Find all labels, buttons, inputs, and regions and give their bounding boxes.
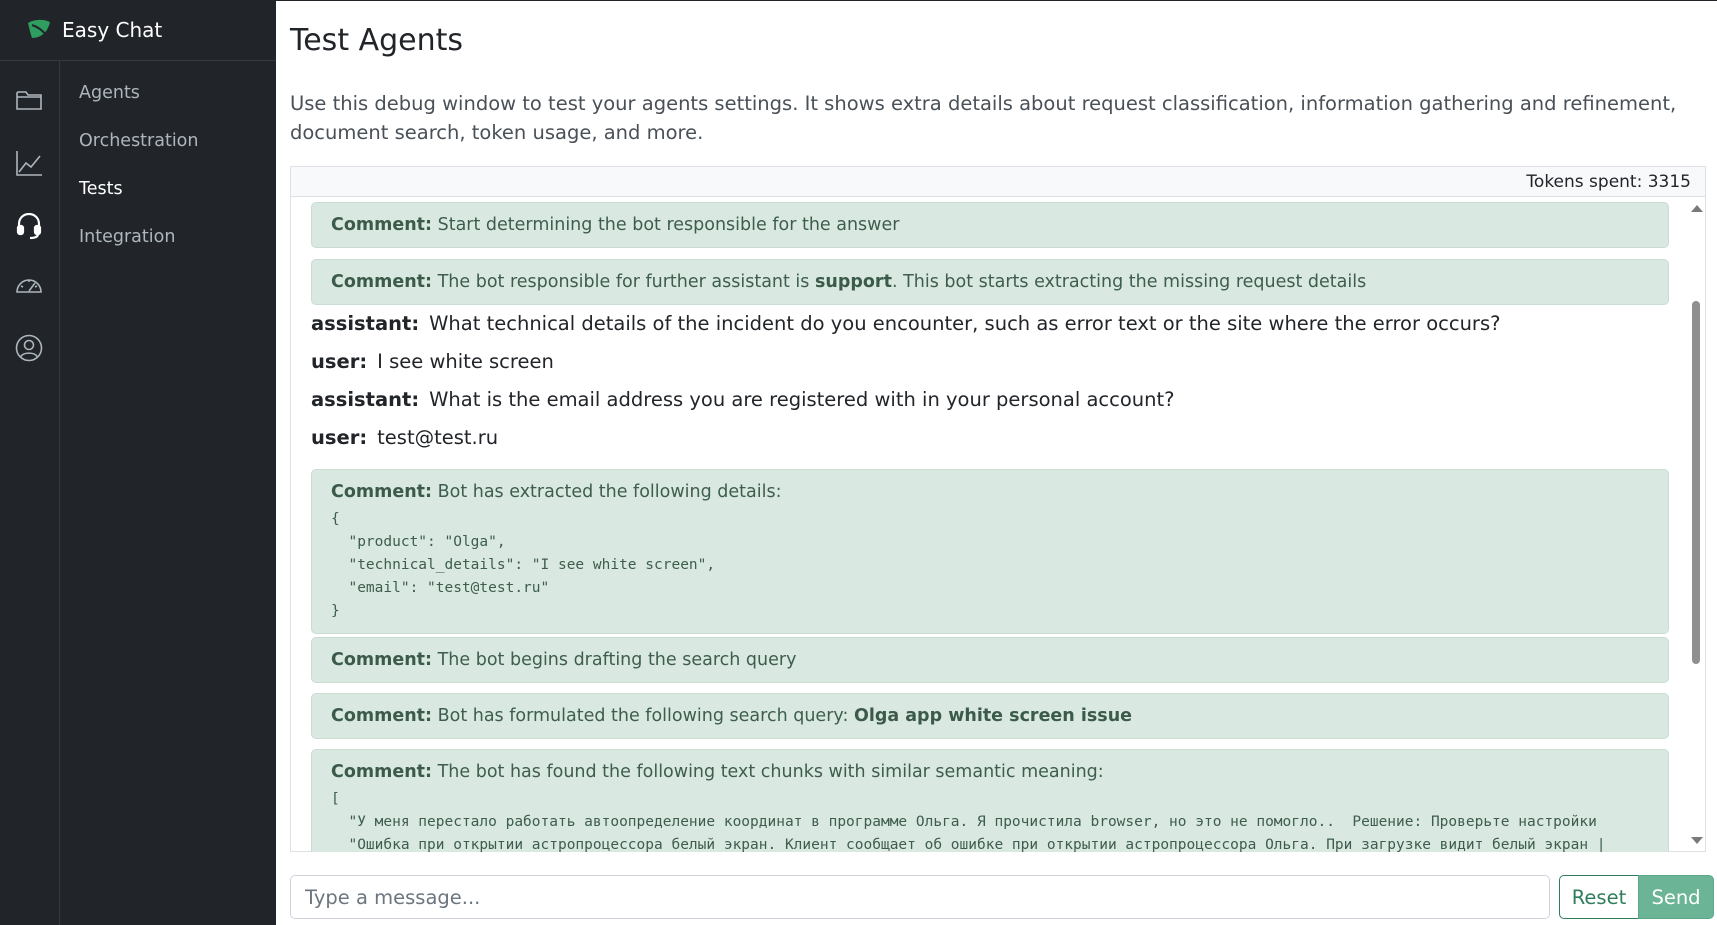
chat-message — [311, 388, 1175, 411]
message-input[interactable] — [290, 875, 1550, 919]
comment-label: Comment: — [331, 482, 433, 502]
scroll-down-arrow-icon[interactable] — [1691, 837, 1703, 844]
comment-bold-bot: support — [814, 272, 892, 292]
message-text: What is the email address you are registered with in your personal account? — [429, 388, 1175, 411]
message-text: I see white screen — [377, 350, 554, 373]
tokens-bar — [291, 167, 1705, 197]
sidebar-item-agents[interactable]: Agents — [79, 83, 140, 103]
chat-message — [311, 312, 1500, 335]
comment-text: The bot responsible for further assistant is — [437, 272, 815, 292]
search-query: Olga app white screen issue — [853, 706, 1133, 726]
message-scrollbar[interactable] — [1687, 197, 1705, 852]
comment-text: The bot has found the following text chunks with similar semantic meaning: — [437, 762, 1104, 782]
comment-text: . This bot starts extracting the missing request details — [891, 272, 1367, 292]
comment-label: Comment: — [331, 215, 433, 235]
main-content — [276, 0, 1717, 925]
scroll-thumb[interactable] — [1692, 301, 1700, 664]
folder-icon[interactable] — [12, 83, 46, 117]
comment-text: Start determining the bot responsible for the answer — [437, 215, 900, 235]
comment-label: Comment: — [331, 650, 433, 670]
comment-label: Comment: — [331, 272, 433, 292]
send-button[interactable]: Send — [1638, 875, 1714, 919]
sidebar-item-integration[interactable]: Integration — [79, 227, 176, 247]
comment-code-block: [ "У меня перестало работать автоопределение координат в программе Ольга. Я прочистила browser, но это не помогло.. Решение: Проверьте настройки "Ошибка при открытии астропроцессора белый экран. Клиент сообщает об ошибке при открытии астропроцессора Ольга. При загрузке видит белый экран | — [331, 791, 1606, 852]
user-circle-icon[interactable] — [12, 331, 46, 365]
message-role: user: — [311, 350, 368, 373]
app-name: Easy Chat — [62, 18, 163, 42]
brand[interactable] — [0, 0, 276, 61]
message-text: What technical details of the incident do you encounter, such as error text or the site where the error occurs? — [429, 312, 1501, 335]
comment-card — [311, 202, 1669, 248]
page-description: Use this debug window to test your agents settings. It shows extra details about request classification, information gathering and refinement, document search, token usage, and more. — [290, 92, 1677, 144]
reset-button[interactable]: Reset — [1559, 875, 1639, 919]
page-title: Test Agents — [290, 23, 464, 58]
icon-rail — [0, 61, 60, 925]
comment-card — [311, 749, 1669, 852]
chat-debug-window — [290, 166, 1706, 852]
comment-text: The bot begins drafting the search query — [437, 650, 797, 670]
sidebar-item-tests[interactable]: Tests — [79, 179, 123, 199]
comment-text: Bot has formulated the following search query: — [437, 706, 854, 726]
message-text: test@test.ru — [377, 426, 499, 449]
comment-label: Comment: — [331, 706, 433, 726]
comment-card — [311, 469, 1669, 634]
comment-text: Bot has extracted the following details: — [437, 482, 782, 502]
comment-code-block: { "product": "Olga", "technical_details": "I see white screen", "email": "test@test.ru" } — [331, 511, 716, 619]
leaf-logo-icon — [26, 17, 52, 43]
message-role: user: — [311, 426, 368, 449]
scroll-up-arrow-icon[interactable] — [1691, 205, 1703, 212]
tokens-spent: Tokens spent: 3315 — [1526, 171, 1691, 192]
chat-message — [311, 426, 498, 449]
comment-card — [311, 637, 1669, 683]
headset-icon[interactable] — [12, 208, 46, 242]
message-role: assistant: — [311, 312, 420, 335]
message-role: assistant: — [311, 388, 420, 411]
chat-message — [311, 350, 554, 373]
speedometer-icon[interactable] — [12, 269, 46, 303]
comment-label: Comment: — [331, 762, 433, 782]
message-list[interactable] — [291, 197, 1689, 852]
sidebar-item-orchestration[interactable]: Orchestration — [79, 131, 199, 151]
chart-line-icon[interactable] — [12, 146, 46, 180]
comment-card — [311, 259, 1669, 305]
sidebar — [0, 0, 276, 925]
comment-card — [311, 693, 1669, 739]
